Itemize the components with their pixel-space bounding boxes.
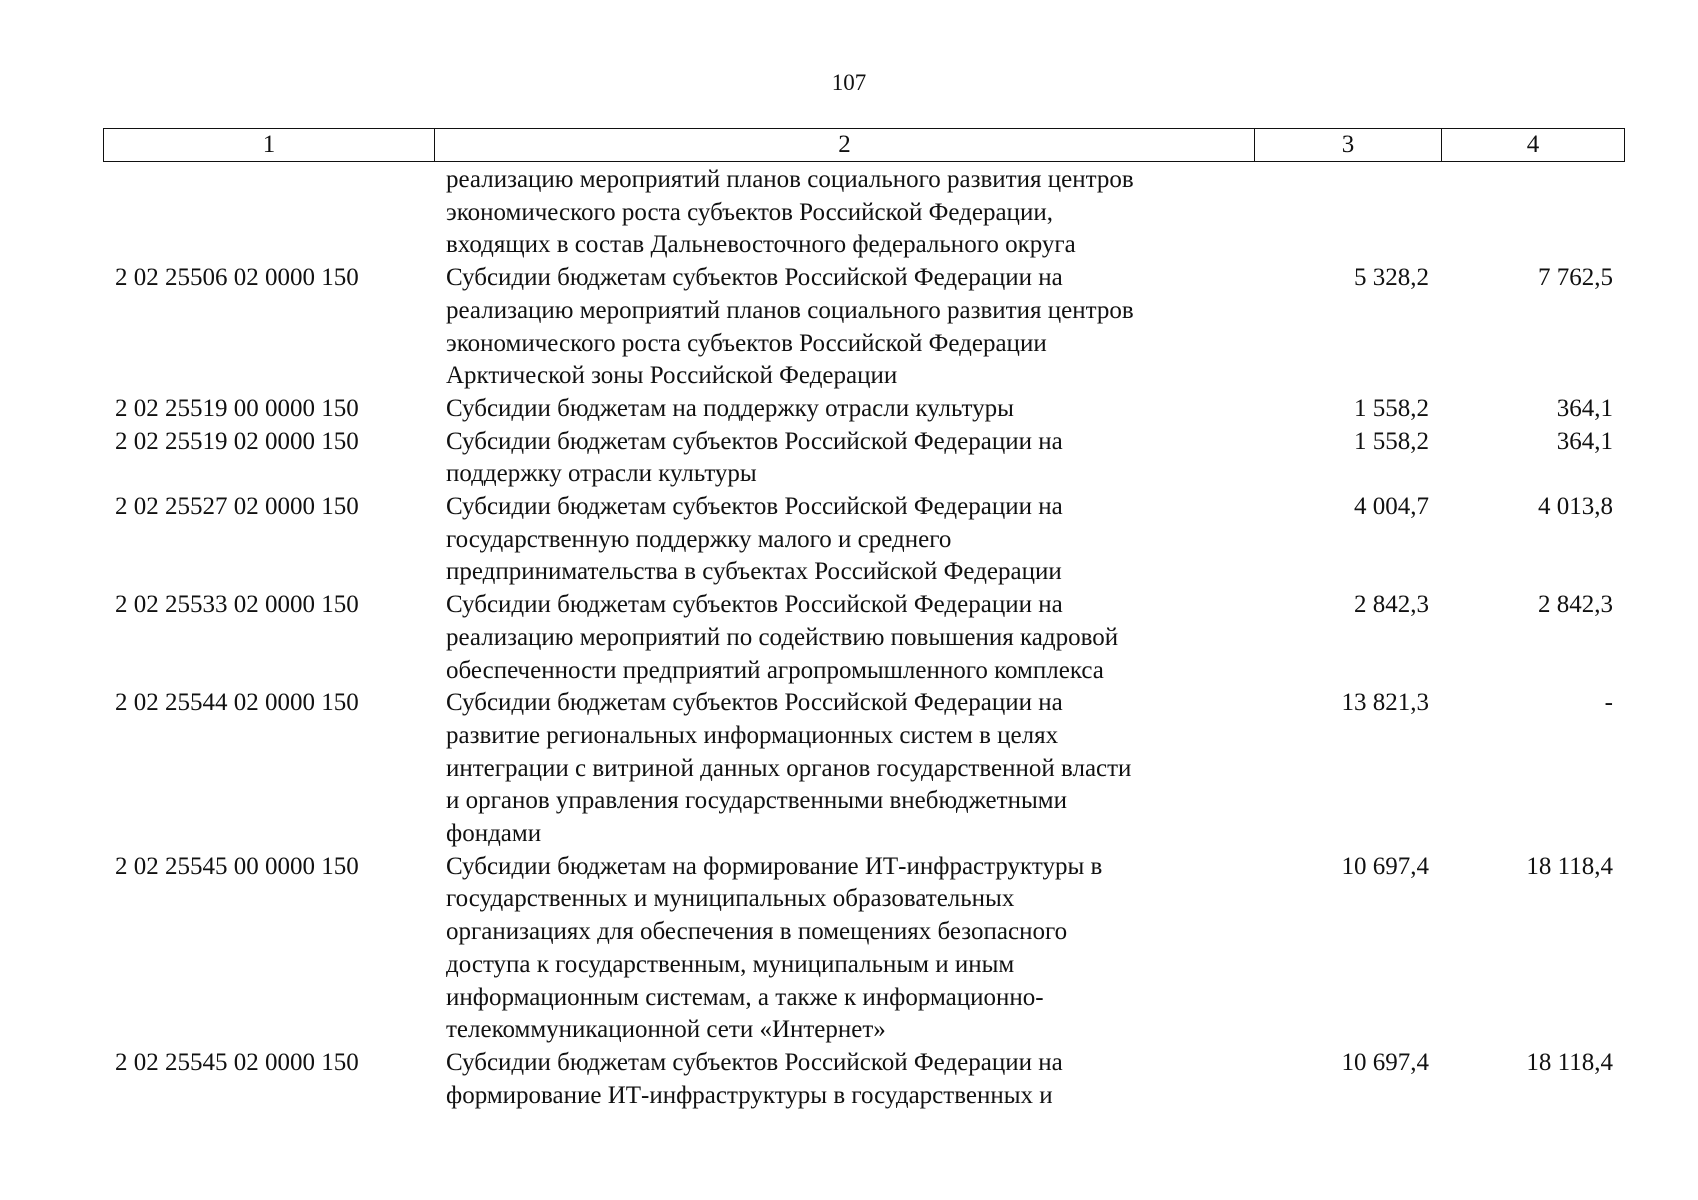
table-row (103, 1047, 1625, 1112)
value-col-3: 1 558,2 (1354, 394, 1429, 422)
budget-code: 2 02 25545 02 0000 150 (115, 1048, 359, 1076)
value-col-4: 18 118,4 (1526, 852, 1613, 880)
page-number: 107 (831, 70, 867, 95)
description: Субсидии бюджетам субъектов Российской Федерации на развитие региональных информационных систем в целях интеграции с витриной данных органов государственной власти и органов управления государственными внебюджетными фондами (446, 689, 1132, 848)
value-col-3: 13 821,3 (1341, 689, 1429, 717)
table-row (103, 491, 1625, 589)
budget-code: 2 02 25519 02 0000 150 (115, 427, 359, 455)
header-col-4: 4 (1526, 131, 1540, 158)
value-col-3: 10 697,4 (1341, 852, 1429, 880)
header-col-1: 1 (104, 129, 435, 161)
value-col-4: 364,1 (1556, 394, 1613, 422)
value-col-3: 10 697,4 (1341, 1048, 1429, 1076)
description: Субсидии бюджетам субъектов Российской Федерации на государственную поддержку малого и среднего предпринимательства в субъектах Российской Федерации (446, 493, 1063, 586)
description: Субсидии бюджетам субъектов Российской Федерации на формирование ИТ-инфраструктуры в государственных и (446, 1048, 1063, 1109)
table-row (103, 851, 1625, 1047)
value-col-3: 2 842,3 (1354, 591, 1429, 619)
budget-code: 2 02 25519 00 0000 150 (115, 394, 359, 422)
budget-code: 2 02 25527 02 0000 150 (115, 493, 359, 521)
value-col-4: 18 118,4 (1526, 1048, 1613, 1076)
description: реализацию мероприятий планов социального развития центров экономического роста субъектов Российской Федерации, входящих в состав Дальневосточного федерального округа (446, 166, 1134, 259)
budget-code: 2 02 25506 02 0000 150 (115, 264, 359, 292)
description: Субсидии бюджетам субъектов Российской Федерации на реализацию мероприятий по содействию повышения кадровой обеспеченности предприятий агропромышленного комплекса (446, 591, 1119, 684)
table-body (103, 164, 1625, 1112)
table-row (103, 262, 1625, 393)
table-row (103, 426, 1625, 491)
table-row (103, 687, 1625, 851)
value-col-3: 5 328,2 (1354, 264, 1429, 292)
header-col-2: 2 (435, 129, 1255, 161)
description: Субсидии бюджетам на поддержку отрасли культуры (446, 394, 1014, 422)
table-row (103, 589, 1625, 687)
budget-code: 2 02 25533 02 0000 150 (115, 591, 359, 619)
value-col-4: 7 762,5 (1538, 264, 1613, 292)
budget-code: 2 02 25545 00 0000 150 (115, 852, 359, 880)
value-col-3: 1 558,2 (1354, 427, 1429, 455)
header-col-3: 3 (1255, 129, 1442, 161)
description: Субсидии бюджетам субъектов Российской Федерации на поддержку отрасли культуры (446, 427, 1063, 488)
value-col-4: 4 013,8 (1538, 493, 1613, 521)
table-row (103, 393, 1625, 426)
table-row (103, 164, 1625, 262)
table-header (103, 128, 1625, 162)
budget-code: 2 02 25544 02 0000 150 (115, 689, 359, 717)
description: Субсидии бюджетам субъектов Российской Федерации на реализацию мероприятий планов социального развития центров экономического роста субъектов Российской Федерации Арктической зоны Российской Федерации (446, 264, 1134, 390)
description: Субсидии бюджетам на формирование ИТ-инфраструктуры в государственных и муниципальных образовательных организациях для обеспечения в помещениях безопасного доступа к государственным, муниципальным и иным информационным системам, а также к информационно- телекоммуникационной сети «Интернет» (446, 852, 1103, 1044)
value-col-3: 4 004,7 (1354, 493, 1429, 521)
value-col-4: 364,1 (1556, 427, 1613, 455)
value-col-4: 2 842,3 (1538, 591, 1613, 619)
value-col-4: - (1604, 689, 1613, 717)
